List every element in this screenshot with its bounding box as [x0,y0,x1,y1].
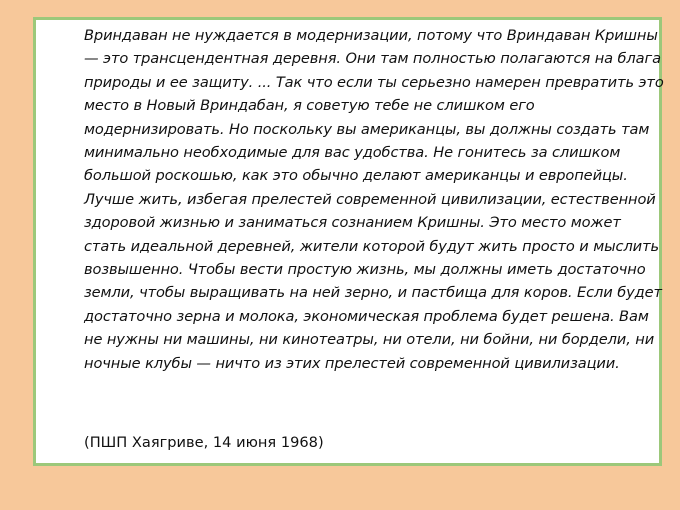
quote-card [33,17,662,466]
quote-text: Вриндаван не нуждается в модернизации, потому что Вриндаван Кришны — это трансцендентная деревня. Они там полностью полагаются на блага природы и ее защиту. ... Так что если ты серьезно намерен превратить это место в Новый Вриндабан, я советую тебе не слишком его модернизировать. Но поскольку вы американцы, вы должны создать там минимально необходимые для вас удобства. Не гонитесь за слишком большой роскошью, как это обычно делают американцы и европейцы. Лучше жить, избегая прелестей современной цивилизации, естественной здоровой жизнью и заниматься сознанием Кришны. Это место может стать идеальной деревней, жители которой будут жить просто и мыслить возвышенно. Чтобы вести простую жизнь, мы должны иметь достаточно земли, чтобы выращивать на ней зерно, и пастбища для коров. Если будет достаточно зерна и молока, экономическая проблема будет решена. Вам не нужны ни машины, ни кинотеатры, ни отели, ни бойни, ни бордели, ни ночные клубы — ничто из этих прелестей современной цивилизации. [84,27,664,372]
quote-citation: (ПШП Хаягриве, 14 июня 1968) [84,434,324,451]
